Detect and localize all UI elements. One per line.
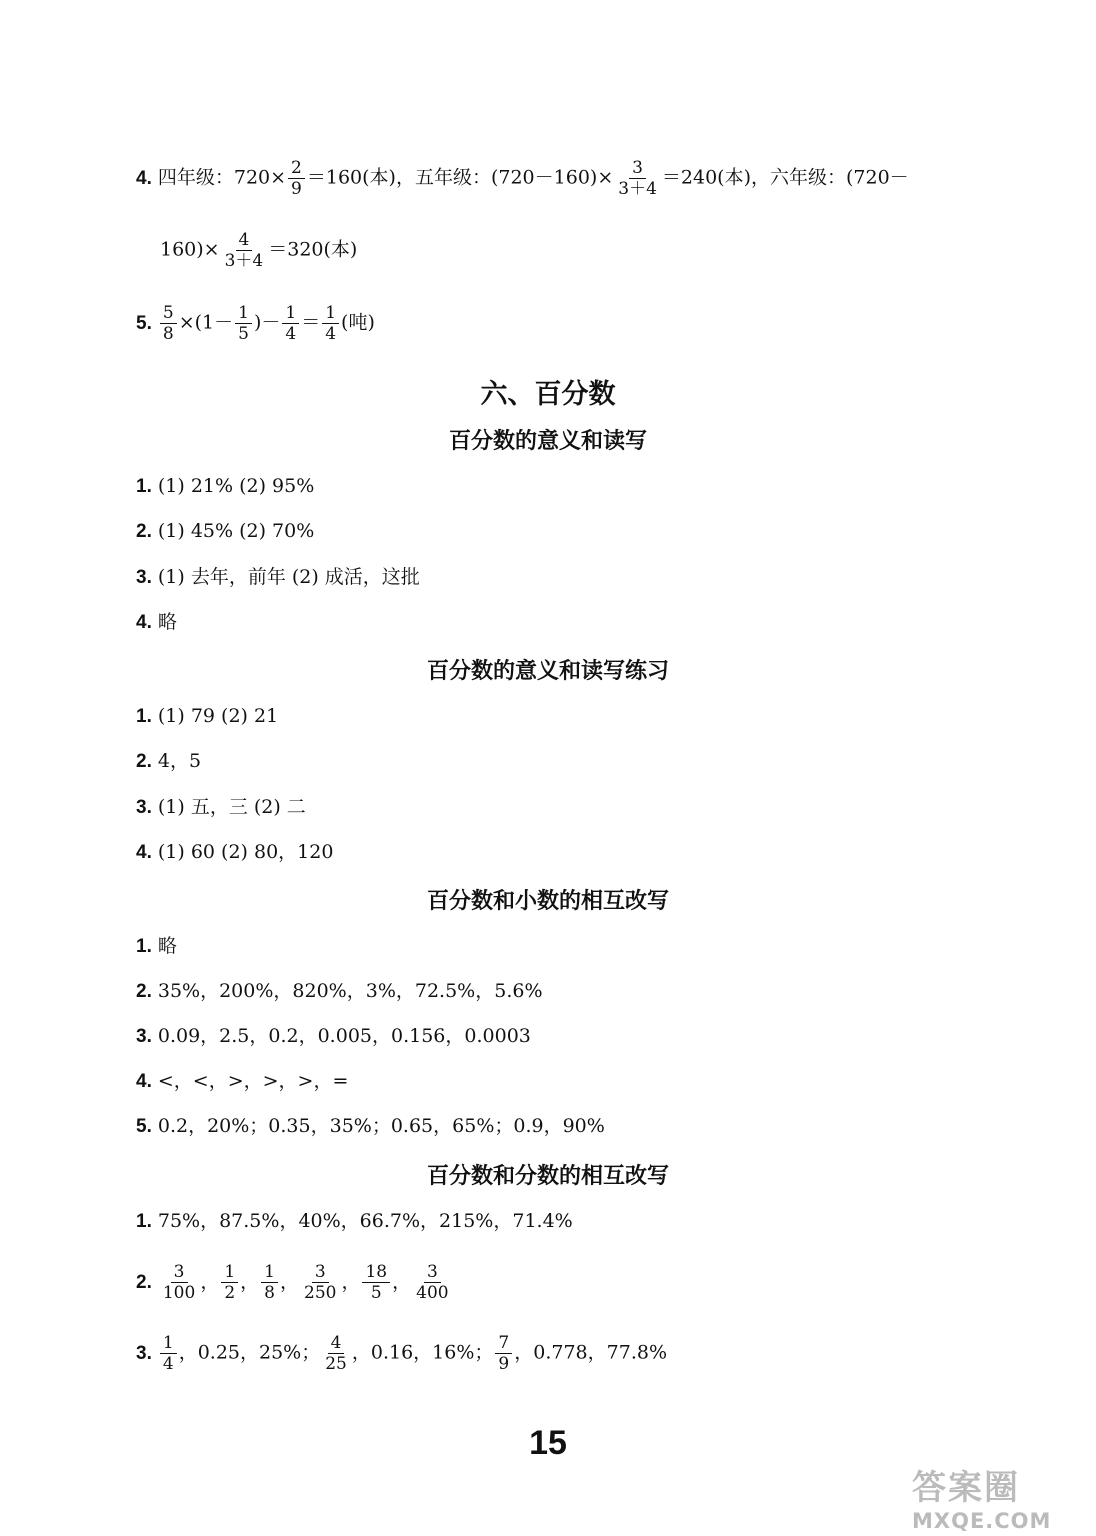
answer-text: 0.09，2.5，0.2，0.005，0.156，0.0003 — [157, 1025, 531, 1047]
denominator: 5 — [370, 1283, 382, 1303]
fraction — [160, 1333, 177, 1374]
denominator: 4 — [162, 1354, 174, 1374]
answer-line — [136, 472, 314, 501]
text-segment: )－ — [253, 311, 281, 334]
denominator: 400 — [416, 1283, 449, 1303]
answer-text: (1) 五，三 (2) 二 — [157, 796, 306, 818]
fraction — [235, 303, 252, 344]
text-segment: ×(1－ — [178, 311, 234, 334]
text-segment: ＝160(本)，五年级：(720－160)× — [306, 166, 614, 189]
item-number: 1. — [136, 706, 152, 727]
numerator: 7 — [495, 1333, 512, 1354]
answer-line — [136, 1022, 531, 1051]
answer-text: (1) 21% (2) 95% — [157, 475, 315, 497]
item-number: 5. — [136, 312, 152, 334]
answer-line — [136, 1112, 605, 1141]
item-number: 4. — [136, 1071, 152, 1092]
item-number: 4. — [136, 842, 152, 863]
answer-text: (1) 60 (2) 80，120 — [157, 841, 334, 863]
denominator: 3＋4 — [224, 251, 264, 271]
fraction — [495, 1333, 512, 1374]
fraction — [322, 1333, 350, 1374]
fraction — [160, 1262, 198, 1303]
answer-line-prev4 — [136, 158, 909, 199]
numerator: 5 — [160, 303, 177, 324]
answer-line — [136, 608, 177, 637]
item-number: 2. — [136, 751, 152, 772]
answer-line — [136, 1067, 348, 1096]
answer-line — [136, 838, 333, 867]
answer-line-prev5 — [136, 303, 375, 344]
answer-text: <，<，>，>，>，= — [157, 1070, 349, 1092]
answer-text: (1) 45% (2) 70% — [157, 520, 315, 542]
item-number: 2. — [136, 1271, 152, 1293]
fraction — [282, 303, 299, 344]
item-number: 4. — [136, 167, 152, 189]
answer-text: (1) 去年，前年 (2) 成活，这批 — [157, 566, 420, 588]
denominator: 2 — [224, 1283, 236, 1303]
numerator: 1 — [221, 1262, 238, 1283]
chapter-title: 六、百分数 — [480, 379, 616, 410]
denominator: 9 — [498, 1354, 510, 1374]
answer-text: 0.2，20%；0.35，35%；0.65，65%；0.9，90% — [157, 1115, 605, 1137]
denominator: 4 — [285, 324, 297, 344]
answer-line-mixed — [136, 1333, 667, 1374]
watermark-url: MXQE.COM — [912, 1509, 1052, 1533]
answer-line — [136, 793, 306, 822]
text-segment: ，0.778，77.8% — [514, 1341, 668, 1364]
fraction — [160, 303, 177, 344]
answer-text: 35%，200%，820%，3%，72.5%，5.6% — [157, 980, 543, 1002]
separator: ， — [200, 1270, 220, 1293]
denominator: 4 — [325, 324, 337, 344]
answer-line — [136, 747, 201, 776]
item-number: 1. — [136, 936, 152, 957]
denominator: 9 — [291, 179, 302, 199]
fraction — [322, 303, 339, 344]
answer-line — [136, 1207, 573, 1236]
denominator: 8 — [162, 324, 174, 344]
numerator: 3 — [629, 158, 646, 179]
answer-text: 略 — [157, 935, 177, 957]
fraction — [222, 230, 267, 271]
item-number: 2. — [136, 521, 152, 542]
separator: ， — [392, 1270, 412, 1293]
text-segment: ＝240(本)，六年级：(720－ — [661, 166, 909, 189]
text-segment: 160)× — [160, 238, 220, 261]
item-number: 2. — [136, 981, 152, 1002]
section-title: 百分数的意义和读写练习 — [426, 659, 669, 684]
item-number: 4. — [136, 612, 152, 633]
section-title: 百分数和小数的相互改写 — [426, 889, 669, 914]
answer-line — [136, 932, 177, 961]
separator: ， — [240, 1270, 260, 1293]
fraction — [261, 1262, 278, 1303]
fraction-list — [158, 1262, 454, 1303]
item-number: 3. — [136, 1026, 152, 1047]
text-segment: ，0.25，25%； — [178, 1341, 321, 1364]
numerator: 1 — [160, 1333, 177, 1354]
separator: ， — [341, 1270, 361, 1293]
fraction — [362, 1262, 390, 1303]
fraction — [413, 1262, 451, 1303]
denominator: 5 — [238, 324, 249, 344]
text-segment: ，0.16，16%； — [351, 1341, 494, 1364]
answer-line — [136, 563, 420, 592]
watermark-text: 答案圈 — [912, 1468, 1020, 1508]
item-number: 1. — [136, 476, 152, 497]
separator: ， — [280, 1270, 300, 1293]
fraction — [301, 1262, 339, 1303]
answer-text: 略 — [157, 611, 177, 633]
answer-line — [136, 517, 314, 546]
numerator: 18 — [362, 1262, 390, 1283]
text-segment: 四年级：720× — [157, 166, 287, 189]
numerator: 4 — [236, 230, 253, 251]
item-number: 5. — [136, 1116, 152, 1137]
denominator: 100 — [162, 1283, 196, 1303]
numerator: 2 — [288, 158, 305, 179]
answer-line-prev4-cont — [160, 230, 357, 271]
numerator: 1 — [282, 303, 299, 324]
denominator: 8 — [264, 1283, 275, 1303]
text-segment: ＝320(本) — [268, 238, 358, 261]
answer-line — [136, 702, 278, 731]
numerator: 4 — [328, 1333, 345, 1354]
fraction — [615, 158, 660, 199]
numerator: 3 — [424, 1262, 441, 1283]
item-number: 3. — [136, 567, 152, 588]
page-number: 15 — [529, 1424, 567, 1462]
denominator: 250 — [304, 1283, 337, 1303]
answer-text: (1) 79 (2) 21 — [157, 705, 279, 727]
numerator: 1 — [235, 303, 252, 324]
denominator: 25 — [325, 1354, 347, 1374]
text-segment: (吨) — [341, 311, 375, 334]
section-title: 百分数和分数的相互改写 — [426, 1164, 669, 1189]
text-segment: ＝ — [301, 311, 321, 334]
numerator: 3 — [171, 1262, 188, 1283]
watermark-logo — [912, 1460, 1092, 1533]
numerator: 1 — [261, 1262, 278, 1283]
numerator: 3 — [312, 1262, 329, 1283]
section-title: 百分数的意义和读写 — [448, 429, 647, 454]
numerator: 1 — [322, 303, 339, 324]
answer-text: 75%，87.5%，40%，66.7%，215%，71.4% — [157, 1210, 573, 1232]
answer-line-fractions — [136, 1262, 454, 1303]
item-number: 3. — [136, 797, 152, 818]
item-number: 3. — [136, 1342, 152, 1364]
answer-text: 4，5 — [157, 750, 202, 772]
denominator: 3＋4 — [618, 179, 657, 199]
item-number: 1. — [136, 1211, 152, 1232]
fraction — [221, 1262, 238, 1303]
fraction — [288, 158, 305, 199]
answer-line — [136, 977, 543, 1006]
